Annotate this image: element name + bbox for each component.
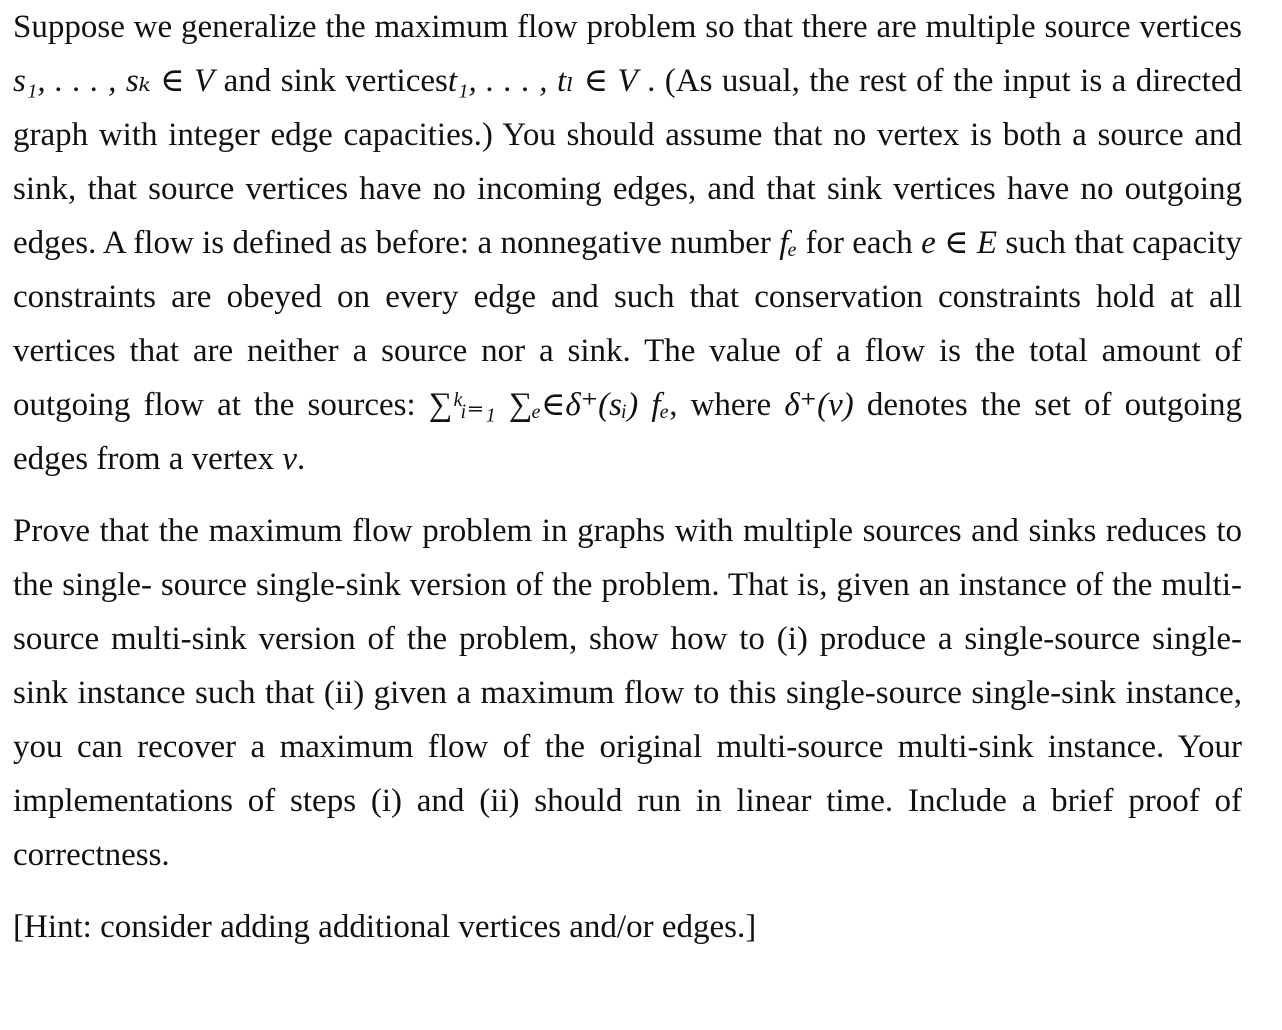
text-segment: Suppose we generalize the maximum flow problem so that there are multiple source vertices bbox=[13, 9, 1242, 45]
math-vertex-v: v bbox=[282, 441, 298, 477]
math-flow-fe: fₑ bbox=[779, 225, 798, 261]
math-e-in-E: e ∈ E bbox=[921, 225, 998, 261]
text-segment: . bbox=[297, 441, 306, 477]
hint-text: [Hint: consider adding additional vertices and/or edges.] bbox=[13, 909, 757, 945]
math-sum-formula: ∑ᵏᵢ₌₁ ∑ₑ∈δ⁺(sᵢ) fₑ bbox=[428, 387, 670, 423]
math-delta-plus-v: δ⁺(v) bbox=[784, 387, 854, 423]
problem-paragraph-1 bbox=[13, 0, 1242, 486]
text-segment: , where bbox=[669, 387, 785, 423]
text-segment: for each bbox=[797, 225, 922, 261]
math-source-vertices: s₁, . . . , sₖ ∈ V bbox=[13, 63, 215, 99]
text-segment: . (As usual, the rest of the input is a directed graph with integer edge capacities.) You should assume that no vertex is both a source and sink, that source vertices have no incoming edges, and that sink vertices have no outgoing edges. A flow is defined as before: a nonnegative number bbox=[13, 63, 1242, 261]
problem-paragraph-2: Prove that the maximum flow problem in graphs with multiple sources and sinks reduces to the single- source single-sink version of the problem. That is, given an instance of the multi-source multi-sink version of the problem, show how to (i) produce a single-source single-sink instance such that (ii) given a maximum flow to this single-source single-sink instance, you can recover a maximum flow of the original multi-source multi-sink instance. Your implementations of steps (i) and (ii) should run in linear time. Include a brief proof of correctness. bbox=[13, 513, 1242, 873]
text-segment: such that capacity constraints are obeyed on every edge and such that conservation constraints hold at all vertices that are neither a source nor a sink. The value of a flow is the total amount of outgoing flow at the sources: bbox=[13, 225, 1243, 423]
text-segment: denotes the set of outgoing edges from a vertex bbox=[13, 387, 1242, 477]
math-sink-vertices: t₁, . . . , tₗ ∈ V bbox=[447, 63, 638, 99]
text-segment: and sink vertices bbox=[214, 63, 448, 99]
document-body bbox=[13, 0, 1242, 954]
